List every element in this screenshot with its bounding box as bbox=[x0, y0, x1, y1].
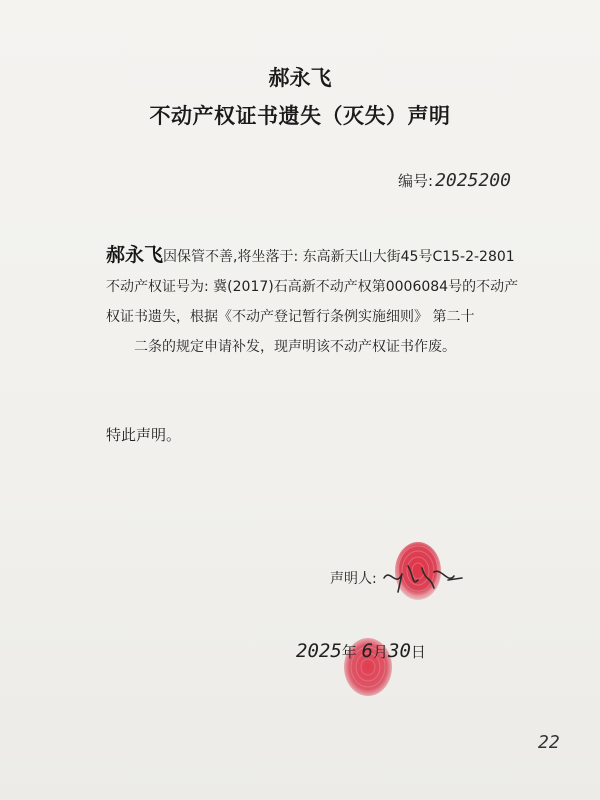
paragraph-line-3: 权证书遗失，根据《不动产登记暂行条例实施细则》 第二十 bbox=[106, 309, 475, 325]
paragraph-line-4: 二条的规定申请补发，现声明该不动产权证书作废。 bbox=[134, 339, 456, 355]
date-day-unit: 日 bbox=[410, 643, 426, 661]
number-value: 2025200 bbox=[435, 170, 511, 191]
special-statement: 特此声明。 bbox=[106, 426, 182, 444]
paragraph-line-2: 不动产权证号为: 冀(2017)石高新不动产权第0006084号的不动产 bbox=[106, 279, 519, 295]
date-month: 6 bbox=[361, 640, 374, 662]
signature-icon bbox=[378, 558, 468, 598]
date-year: 2025 bbox=[296, 640, 342, 662]
statement-paragraph bbox=[106, 240, 546, 362]
signer-label: 声明人: bbox=[330, 571, 377, 587]
document-number bbox=[398, 170, 511, 191]
paragraph-line-1 bbox=[106, 240, 546, 272]
date-year-unit: 年 bbox=[341, 643, 357, 661]
date-day: 30 bbox=[388, 640, 411, 662]
paragraph-line-1-text: 因保管不善,将坐落于: 东高新天山大街45号C15-2-2801 bbox=[163, 249, 515, 265]
number-label: 编号: bbox=[398, 172, 434, 190]
statement-date bbox=[296, 640, 426, 662]
corner-handwritten-mark: 22 bbox=[538, 732, 560, 753]
document-title: 不动产权证书遗失（灭失）声明 bbox=[149, 104, 451, 128]
owner-name-heading: 郝永飞 bbox=[268, 66, 332, 90]
date-month-unit: 月 bbox=[373, 643, 389, 661]
paragraph-owner-name: 郝永飞 bbox=[106, 244, 164, 266]
